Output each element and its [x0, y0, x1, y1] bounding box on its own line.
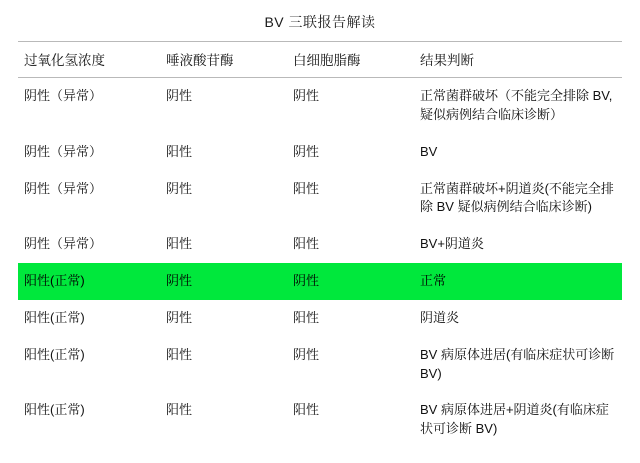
cell-hydrogen-peroxide: 阴性（异常） [24, 88, 103, 103]
cell-hydrogen-peroxide: 阴性（异常） [24, 180, 103, 196]
cell-leukocyte-esterase: 阳性 [293, 180, 320, 196]
cell-leukocyte-esterase: 阳性 [293, 309, 320, 325]
cell-hydrogen-peroxide: 阴性（异常） [24, 143, 103, 159]
table-body [18, 78, 622, 449]
bv-report-table [18, 41, 622, 448]
table-row-highlighted [18, 263, 622, 300]
cell-hydrogen-peroxide: 阳性(正常) [24, 273, 85, 289]
table-row [18, 134, 622, 171]
cell-leukocyte-esterase: 阴性 [293, 273, 320, 289]
cell-result: BV 病原体进居+阴道炎(有临床症状可诊断 BV) [420, 402, 609, 437]
cell-leukocyte-esterase: 阴性 [293, 88, 320, 103]
table-row [18, 78, 622, 134]
cell-hydrogen-peroxide: 阳性(正常) [24, 346, 85, 362]
cell-hydrogen-peroxide: 阴性（异常） [24, 236, 103, 252]
cell-result: 正常 [420, 273, 447, 289]
column-header-leukocyte-esterase: 白细胞脂酶 [293, 53, 361, 68]
column-header-sialidase: 唾液酸苷酶 [166, 53, 234, 68]
cell-sialidase: 阳性 [166, 143, 193, 159]
table-row [18, 337, 622, 393]
cell-leukocyte-esterase: 阳性 [293, 236, 320, 252]
cell-result: 正常菌群破坏（不能完全排除 BV, 疑似病例结合临床诊断） [420, 88, 613, 122]
cell-sialidase: 阴性 [166, 88, 193, 103]
cell-result: BV 病原体进居(有临床症状可诊断 BV) [420, 346, 615, 381]
cell-result: BV [420, 143, 438, 159]
cell-hydrogen-peroxide: 阳性(正常) [24, 309, 85, 325]
cell-sialidase: 阳性 [166, 346, 193, 362]
cell-sialidase: 阴性 [166, 180, 193, 196]
table-row [18, 226, 622, 263]
cell-result: 阴道炎 [420, 309, 460, 325]
column-header-hydrogen-peroxide: 过氧化氢浓度 [24, 53, 105, 68]
cell-leukocyte-esterase: 阴性 [293, 143, 320, 159]
cell-hydrogen-peroxide: 阳性(正常) [24, 402, 85, 418]
cell-sialidase: 阴性 [166, 309, 193, 325]
column-header-result: 结果判断 [420, 53, 474, 68]
table-row [18, 171, 622, 227]
cell-leukocyte-esterase: 阳性 [293, 402, 320, 418]
header-row [18, 42, 622, 78]
cell-leukocyte-esterase: 阴性 [293, 346, 320, 362]
table-header [18, 42, 622, 78]
cell-result: BV+阴道炎 [420, 236, 484, 252]
table-row [18, 392, 622, 448]
page-title: BV 三联报告解读 [264, 14, 376, 30]
cell-sialidase: 阴性 [166, 273, 193, 289]
table-row [18, 300, 622, 337]
cell-sialidase: 阳性 [166, 402, 193, 418]
cell-result: 正常菌群破坏+阴道炎(不能完全排除 BV 疑似病例结合临床诊断) [420, 180, 614, 215]
cell-sialidase: 阳性 [166, 236, 193, 252]
